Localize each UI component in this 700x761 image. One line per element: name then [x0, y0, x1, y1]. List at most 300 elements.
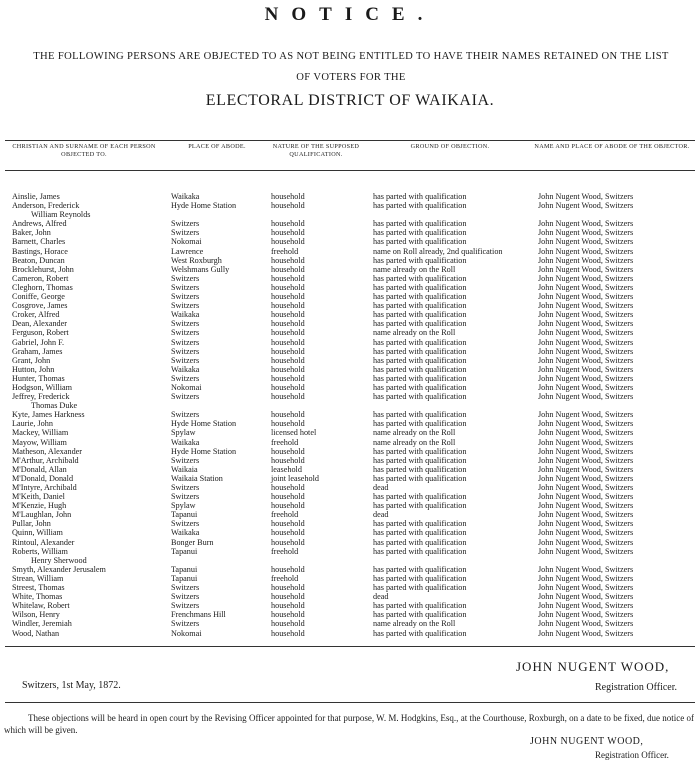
qualification-cell: household	[271, 619, 305, 629]
person-name-cell: M'Arthur, Archibald	[12, 455, 79, 465]
place-of-abode-cell: Switzers	[171, 355, 200, 365]
person-name-cell: M'Donald, Donald	[12, 473, 74, 483]
place-of-abode-cell: Switzers	[171, 301, 200, 311]
place-of-abode-cell: Switzers	[171, 346, 200, 356]
place-of-abode-cell: Switzers	[171, 492, 200, 502]
person-name-cell: Thomas Duke	[31, 401, 78, 411]
table-row	[0, 192, 700, 201]
person-name-cell: Wilson, Henry	[12, 610, 60, 620]
objector-cell: John Nugent Wood, Switzers	[538, 410, 634, 420]
qualification-cell: household	[271, 583, 305, 593]
ground-of-objection-cell: name on Roll already, 2nd qualification	[373, 246, 503, 256]
objector-cell: John Nugent Wood, Switzers	[538, 255, 634, 265]
ground-of-objection-cell: has parted with qualification	[373, 237, 467, 247]
objector-cell: John Nugent Wood, Switzers	[538, 592, 634, 602]
objector-cell: John Nugent Wood, Switzers	[538, 419, 634, 429]
ground-of-objection-cell: has parted with qualification	[373, 610, 467, 620]
table-row	[0, 210, 700, 219]
table-row	[0, 574, 700, 583]
ground-of-objection-cell: dead	[373, 510, 389, 520]
table-row	[0, 301, 700, 310]
qualification-cell: household	[271, 601, 305, 611]
place-of-abode-cell: Tapanui	[171, 564, 198, 574]
header-objection: GROUND OF OBJECTION.	[410, 143, 490, 150]
table-row	[0, 619, 700, 628]
person-name-cell: M'Laughlan, John	[12, 510, 72, 520]
person-name-cell: Cameron, Robert	[12, 273, 69, 283]
qualification-cell: household	[271, 410, 305, 420]
table-row	[0, 247, 700, 256]
objector-cell: John Nugent Wood, Switzers	[538, 546, 634, 556]
header-qualification: NATURE OF THE SUPPOSED QUALIFICATION.	[272, 143, 360, 158]
ground-of-objection-cell: name already on the Roll	[373, 619, 456, 629]
objector-cell: John Nugent Wood, Switzers	[538, 337, 634, 347]
person-name-cell: M'Donald, Allan	[12, 464, 67, 474]
table-row	[0, 629, 700, 638]
person-name-cell: Wood, Nathan	[12, 628, 60, 638]
qualification-cell: household	[271, 292, 305, 302]
place-of-abode-cell: Waikaia	[171, 464, 198, 474]
table-row	[0, 292, 700, 301]
table-row	[0, 347, 700, 356]
table-row	[0, 483, 700, 492]
place-of-abode-cell: Bonger Burn	[171, 537, 214, 547]
ground-of-objection-cell: has parted with qualification	[373, 373, 467, 383]
table-row	[0, 228, 700, 237]
place-of-abode-cell: Waikaka	[171, 192, 200, 201]
qualification-cell: freehold	[271, 437, 299, 447]
objector-cell: John Nugent Wood, Switzers	[538, 292, 634, 302]
ground-of-objection-cell: has parted with qualification	[373, 455, 467, 465]
person-name-cell: M'Kenzie, Hugh	[12, 501, 67, 511]
qualification-cell: household	[271, 492, 305, 502]
place-of-abode-cell: Tapanui	[171, 510, 198, 520]
person-name-cell: Bastings, Horace	[12, 246, 68, 256]
table-row	[0, 610, 700, 619]
objector-cell: John Nugent Wood, Switzers	[538, 201, 634, 211]
table-row	[0, 365, 700, 374]
header-abode: PLACE OF ABODE.	[188, 143, 246, 150]
place-of-abode-cell: West Roxburgh	[171, 255, 222, 265]
table-row	[0, 328, 700, 337]
qualification-cell: household	[271, 255, 305, 265]
objector-cell: John Nugent Wood, Switzers	[538, 519, 634, 529]
ground-of-objection-cell: has parted with qualification	[373, 528, 467, 538]
place-of-abode-cell: Waikaka	[171, 437, 200, 447]
table-row	[0, 565, 700, 574]
place-of-abode-cell: Switzers	[171, 328, 200, 338]
objector-cell: John Nugent Wood, Switzers	[538, 437, 634, 447]
ground-of-objection-cell: has parted with qualification	[373, 419, 467, 429]
objector-cell: John Nugent Wood, Switzers	[538, 346, 634, 356]
table-row	[0, 392, 700, 401]
objector-cell: John Nugent Wood, Switzers	[538, 501, 634, 511]
person-name-cell: Kyte, James Harkness	[12, 410, 85, 420]
person-name-cell: Roberts, William	[12, 546, 68, 556]
table-row	[0, 438, 700, 447]
person-name-cell: William Reynolds	[31, 210, 91, 220]
table-row	[0, 428, 700, 437]
objector-cell: John Nugent Wood, Switzers	[538, 319, 634, 329]
place-of-abode-cell: Switzers	[171, 373, 200, 383]
objector-cell: John Nugent Wood, Switzers	[538, 282, 634, 292]
table-row	[0, 319, 700, 328]
qualification-cell: household	[271, 201, 305, 211]
place-of-abode-cell: Switzers	[171, 619, 200, 629]
ground-of-objection-cell: has parted with qualification	[373, 282, 467, 292]
qualification-cell: freehold	[271, 510, 299, 520]
person-name-cell: Anderson, Frederick	[12, 201, 80, 211]
qualification-cell: household	[271, 446, 305, 456]
ground-of-objection-cell: has parted with qualification	[373, 628, 467, 638]
person-name-cell: Ferguson, Robert	[12, 328, 69, 338]
person-name-cell: Mayow, William	[12, 437, 67, 447]
table-bottom-rule	[5, 646, 695, 647]
table-row	[0, 401, 700, 410]
footer-text: These objections will be heard in open court by the Revising Officer appointed for that purpose, W. M. Hodgkins, Esq., at the Courthouse, Roxburgh, on a date to be fixed, due notice of which will be given.	[4, 713, 694, 735]
ground-of-objection-cell: has parted with qualification	[373, 219, 467, 229]
objector-cell: John Nugent Wood, Switzers	[538, 273, 634, 283]
ground-of-objection-cell: has parted with qualification	[373, 392, 467, 402]
place-of-abode-cell: Waikaia Station	[171, 473, 223, 483]
ground-of-objection-cell: has parted with qualification	[373, 201, 467, 211]
table-top-rule	[5, 140, 695, 141]
qualification-cell: household	[271, 592, 305, 602]
person-name-cell: Beaton, Duncan	[12, 255, 65, 265]
person-name-cell: Windler, Jeremiah	[12, 619, 72, 629]
qualification-cell: household	[271, 519, 305, 529]
place-of-abode-cell: Waikaka	[171, 528, 200, 538]
table-row	[0, 410, 700, 419]
header-objector: NAME AND PLACE OF ABODE OF THE OBJECTOR.	[534, 143, 690, 150]
qualification-cell: licensed hotel	[271, 428, 317, 438]
place-of-abode-cell: Hyde Home Station	[171, 201, 237, 211]
ground-of-objection-cell: has parted with qualification	[373, 492, 467, 502]
ground-of-objection-cell: has parted with qualification	[373, 501, 467, 511]
person-name-cell: M'Keith, Daniel	[12, 492, 65, 502]
table-row	[0, 447, 700, 456]
objector-cell: John Nugent Wood, Switzers	[538, 246, 634, 256]
table-row	[0, 556, 700, 565]
ground-of-objection-cell: has parted with qualification	[373, 192, 467, 201]
place-of-abode-cell: Switzers	[171, 519, 200, 529]
qualification-cell: household	[271, 346, 305, 356]
qualification-cell: household	[271, 282, 305, 292]
qualification-cell: leasehold	[271, 464, 302, 474]
ground-of-objection-cell: has parted with qualification	[373, 319, 467, 329]
ground-of-objection-cell: name already on the Roll	[373, 328, 456, 338]
table-row	[0, 219, 700, 228]
objector-cell: John Nugent Wood, Switzers	[538, 455, 634, 465]
objector-cell: John Nugent Wood, Switzers	[538, 446, 634, 456]
person-name-cell: Smyth, Alexander Jerusalem	[12, 564, 106, 574]
objector-cell: John Nugent Wood, Switzers	[538, 464, 634, 474]
place-of-abode-cell: Switzers	[171, 319, 200, 329]
qualification-cell: household	[271, 373, 305, 383]
qualification-cell: household	[271, 264, 305, 274]
table-row	[0, 501, 700, 510]
qualification-cell: household	[271, 237, 305, 247]
person-name-cell: Cosgrove, James	[12, 301, 68, 311]
objector-cell: John Nugent Wood, Switzers	[538, 355, 634, 365]
qualification-cell: household	[271, 537, 305, 547]
qualification-cell: household	[271, 228, 305, 238]
place-of-abode-cell: Switzers	[171, 583, 200, 593]
ground-of-objection-cell: has parted with qualification	[373, 337, 467, 347]
person-name-cell: Rintoul, Alexander	[12, 537, 75, 547]
table-row	[0, 601, 700, 610]
ground-of-objection-cell: has parted with qualification	[373, 382, 467, 392]
objector-cell: John Nugent Wood, Switzers	[538, 364, 634, 374]
objector-cell: John Nugent Wood, Switzers	[538, 483, 634, 492]
place-of-abode-cell: Switzers	[171, 455, 200, 465]
ground-of-objection-cell: has parted with qualification	[373, 301, 467, 311]
objector-cell: John Nugent Wood, Switzers	[538, 628, 634, 638]
table-row	[0, 519, 700, 528]
place-of-abode-cell: Spylaw	[171, 428, 196, 438]
place-of-abode-cell: Switzers	[171, 392, 200, 402]
signature-name: JOHN NUGENT WOOD,	[516, 659, 670, 674]
qualification-cell: household	[271, 219, 305, 229]
ground-of-objection-cell: has parted with qualification	[373, 601, 467, 611]
table-row	[0, 474, 700, 483]
place-of-abode-cell: Hyde Home Station	[171, 419, 237, 429]
place-of-abode-cell: Welshmans Gully	[171, 264, 230, 274]
footer-signature-office: Registration Officer.	[595, 750, 669, 760]
place-of-abode-cell: Nokomai	[171, 628, 202, 638]
qualification-cell: household	[271, 301, 305, 311]
table-row	[0, 456, 700, 465]
place-of-abode-cell: Nokomai	[171, 382, 202, 392]
person-name-cell: Croker, Alfred	[12, 310, 60, 320]
table-row	[0, 356, 700, 365]
table-row	[0, 237, 700, 246]
ground-of-objection-cell: has parted with qualification	[373, 255, 467, 265]
person-name-cell: Baker, John	[12, 228, 51, 238]
person-name-cell: Cleghorn, Thomas	[12, 282, 73, 292]
qualification-cell: household	[271, 455, 305, 465]
objector-cell: John Nugent Wood, Switzers	[538, 237, 634, 247]
place-of-abode-cell: Switzers	[171, 592, 200, 602]
qualification-cell: household	[271, 328, 305, 338]
table-row	[0, 256, 700, 265]
place-of-abode-cell: Switzers	[171, 273, 200, 283]
person-name-cell: Coniffe, George	[12, 292, 65, 302]
objector-cell: John Nugent Wood, Switzers	[538, 510, 634, 520]
qualification-cell: household	[271, 382, 305, 392]
ground-of-objection-cell: name already on the Roll	[373, 264, 456, 274]
qualification-cell: freehold	[271, 546, 299, 556]
qualification-cell: household	[271, 419, 305, 429]
ground-of-objection-cell: has parted with qualification	[373, 228, 467, 238]
objector-cell: John Nugent Wood, Switzers	[538, 328, 634, 338]
ground-of-objection-cell: has parted with qualification	[373, 537, 467, 547]
qualification-cell: joint leasehold	[271, 473, 319, 483]
qualification-cell: freehold	[271, 246, 299, 256]
ground-of-objection-cell: has parted with qualification	[373, 583, 467, 593]
ground-of-objection-cell: has parted with qualification	[373, 273, 467, 283]
person-name-cell: Hunter, Thomas	[12, 373, 65, 383]
qualification-cell: freehold	[271, 573, 299, 583]
ground-of-objection-cell: has parted with qualification	[373, 292, 467, 302]
ground-of-objection-cell: name already on the Roll	[373, 437, 456, 447]
ground-of-objection-cell: dead	[373, 483, 389, 492]
table-row	[0, 201, 700, 210]
table-row	[0, 383, 700, 392]
objector-cell: John Nugent Wood, Switzers	[538, 601, 634, 611]
signature-date: Switzers, 1st May, 1872.	[22, 680, 121, 691]
place-of-abode-cell: Switzers	[171, 410, 200, 420]
table-row	[0, 547, 700, 556]
table-row	[0, 583, 700, 592]
person-name-cell: Gabriel, John F.	[12, 337, 65, 347]
objector-cell: John Nugent Wood, Switzers	[538, 382, 634, 392]
person-name-cell: Andrews, Alfred	[12, 219, 67, 229]
person-name-cell: Dean, Alexander	[12, 319, 68, 329]
table-row	[0, 492, 700, 501]
qualification-cell: household	[271, 273, 305, 283]
person-name-cell: Hodgson, William	[12, 382, 73, 392]
person-name-cell: Laurie, John	[12, 419, 53, 429]
table-row	[0, 283, 700, 292]
objector-cell: John Nugent Wood, Switzers	[538, 310, 634, 320]
person-name-cell: Whitelaw, Robert	[12, 601, 70, 611]
table-header-rule	[5, 170, 695, 171]
table-row	[0, 419, 700, 428]
place-of-abode-cell: Switzers	[171, 292, 200, 302]
table-row	[0, 338, 700, 347]
qualification-cell: household	[271, 337, 305, 347]
person-name-cell: Jeffrey, Frederick	[12, 392, 70, 402]
ground-of-objection-cell: has parted with qualification	[373, 355, 467, 365]
ground-of-objection-cell: has parted with qualification	[373, 519, 467, 529]
person-name-cell: White, Thomas	[12, 592, 63, 602]
intro-line-1: THE FOLLOWING PERSONS ARE OBJECTED TO AS NOT BEING ENTITLED TO HAVE THEIR NAMES RETAINED ON THE LIST	[33, 51, 669, 62]
objector-cell: John Nugent Wood, Switzers	[538, 619, 634, 629]
ground-of-objection-cell: has parted with qualification	[373, 364, 467, 374]
ground-of-objection-cell: has parted with qualification	[373, 464, 467, 474]
qualification-cell: household	[271, 192, 305, 201]
table-row	[0, 465, 700, 474]
table-row	[0, 274, 700, 283]
ground-of-objection-cell: dead	[373, 592, 389, 602]
table-row	[0, 374, 700, 383]
signature-office: Registration Officer.	[595, 682, 678, 693]
qualification-cell: household	[271, 310, 305, 320]
objector-cell: John Nugent Wood, Switzers	[538, 264, 634, 274]
intro-text	[6, 46, 696, 88]
footer-rule	[5, 702, 695, 703]
objector-cell: John Nugent Wood, Switzers	[538, 373, 634, 383]
objector-cell: John Nugent Wood, Switzers	[538, 610, 634, 620]
qualification-cell: household	[271, 610, 305, 620]
objector-cell: John Nugent Wood, Switzers	[538, 537, 634, 547]
person-name-cell: Barnett, Charles	[12, 237, 66, 247]
qualification-cell: household	[271, 564, 305, 574]
ground-of-objection-cell: has parted with qualification	[373, 564, 467, 574]
place-of-abode-cell: Switzers	[171, 337, 200, 347]
notice-title: NOTICE.	[264, 4, 436, 25]
ground-of-objection-cell: has parted with qualification	[373, 573, 467, 583]
table-row	[0, 592, 700, 601]
ground-of-objection-cell: has parted with qualification	[373, 410, 467, 420]
person-name-cell: Ainslie, James	[12, 192, 60, 201]
header-name: CHRISTIAN AND SURNAME OF EACH PERSON OBJECTED TO.	[12, 143, 156, 158]
objector-cell: John Nugent Wood, Switzers	[538, 528, 634, 538]
footer-signature-name: JOHN NUGENT WOOD,	[530, 736, 644, 747]
place-of-abode-cell: Nokomai	[171, 237, 202, 247]
table-row	[0, 265, 700, 274]
table-row	[0, 528, 700, 537]
district-heading: ELECTORAL DISTRICT OF WAIKAIA.	[205, 92, 495, 109]
qualification-cell: household	[271, 483, 305, 492]
ground-of-objection-cell: has parted with qualification	[373, 446, 467, 456]
place-of-abode-cell: Switzers	[171, 483, 200, 492]
place-of-abode-cell: Tapanui	[171, 546, 198, 556]
place-of-abode-cell: Waikaka	[171, 364, 200, 374]
place-of-abode-cell: Waikaka	[171, 310, 200, 320]
person-name-cell: Henry Sherwood	[31, 555, 87, 565]
objector-cell: John Nugent Wood, Switzers	[538, 473, 634, 483]
ground-of-objection-cell: has parted with qualification	[373, 546, 467, 556]
person-name-cell: Graham, James	[12, 346, 63, 356]
ground-of-objection-cell: has parted with qualification	[373, 473, 467, 483]
person-name-cell: Pullar, John	[12, 519, 51, 529]
objector-cell: John Nugent Wood, Switzers	[538, 192, 634, 201]
ground-of-objection-cell: has parted with qualification	[373, 346, 467, 356]
objector-cell: John Nugent Wood, Switzers	[538, 228, 634, 238]
objector-cell: John Nugent Wood, Switzers	[538, 564, 634, 574]
place-of-abode-cell: Tapanui	[171, 573, 198, 583]
qualification-cell: household	[271, 628, 305, 638]
person-name-cell: Streest, Thomas	[12, 583, 65, 593]
place-of-abode-cell: Hyde Home Station	[171, 446, 237, 456]
place-of-abode-cell: Lawrence	[171, 246, 204, 256]
person-name-cell: Quinn, William	[12, 528, 63, 538]
ground-of-objection-cell: has parted with qualification	[373, 310, 467, 320]
table-row	[0, 538, 700, 547]
place-of-abode-cell: Switzers	[171, 282, 200, 292]
objection-table	[0, 192, 700, 638]
qualification-cell: household	[271, 355, 305, 365]
qualification-cell: household	[271, 392, 305, 402]
person-name-cell: Mackey, William	[12, 428, 69, 438]
objector-cell: John Nugent Wood, Switzers	[538, 301, 634, 311]
qualification-cell: household	[271, 501, 305, 511]
table-row	[0, 510, 700, 519]
place-of-abode-cell: Switzers	[171, 601, 200, 611]
objector-cell: John Nugent Wood, Switzers	[538, 428, 634, 438]
person-name-cell: Strean, William	[12, 573, 64, 583]
objector-cell: John Nugent Wood, Switzers	[538, 392, 634, 402]
table-row	[0, 310, 700, 319]
qualification-cell: household	[271, 364, 305, 374]
person-name-cell: Hutton, John	[12, 364, 55, 374]
person-name-cell: M'Intyre, Archibald	[12, 483, 77, 492]
objector-cell: John Nugent Wood, Switzers	[538, 583, 634, 593]
objector-cell: John Nugent Wood, Switzers	[538, 219, 634, 229]
place-of-abode-cell: Frenchmans Hill	[171, 610, 226, 620]
place-of-abode-cell: Switzers	[171, 219, 200, 229]
person-name-cell: Brocklehurst, John	[12, 264, 74, 274]
person-name-cell: Grant, John	[12, 355, 51, 365]
person-name-cell: Matheson, Alexander	[12, 446, 83, 456]
ground-of-objection-cell: name already on the Roll	[373, 428, 456, 438]
objector-cell: John Nugent Wood, Switzers	[538, 573, 634, 583]
qualification-cell: household	[271, 528, 305, 538]
objector-cell: John Nugent Wood, Switzers	[538, 492, 634, 502]
qualification-cell: household	[271, 319, 305, 329]
